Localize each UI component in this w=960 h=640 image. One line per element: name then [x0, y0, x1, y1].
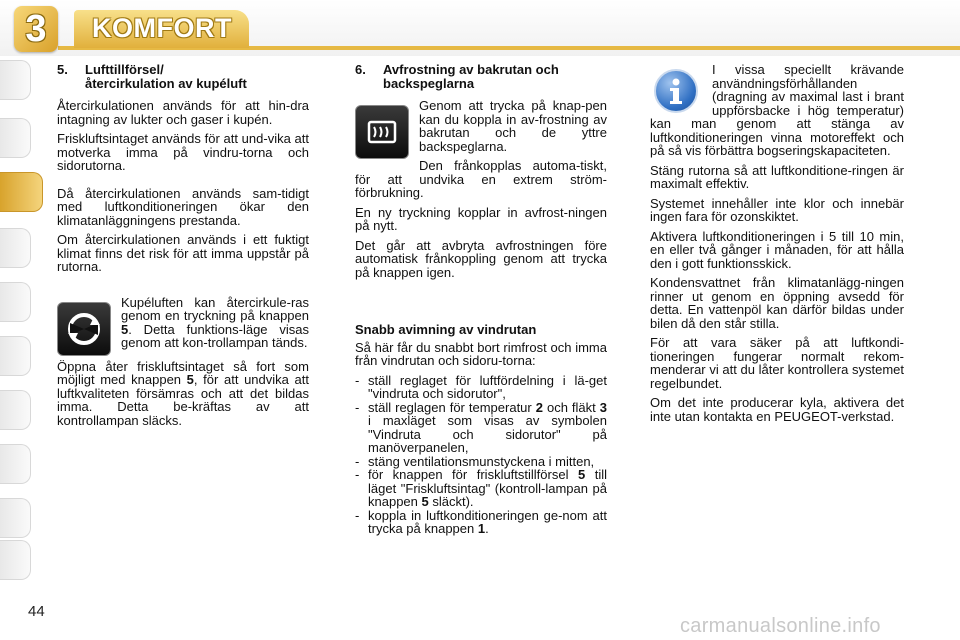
rear-defrost-icon [355, 105, 409, 159]
list-item [355, 455, 607, 469]
button-ref: 5 [121, 321, 129, 337]
side-tab-1[interactable] [0, 60, 31, 100]
paragraph: Aktivera luftkonditioneringen i 5 till 10 min, en eller två gånger i månaden, för att hålla den i gott funktionsskick. [650, 228, 904, 271]
paragraph: Då återcirkulationen används sam-tidigt med luftkonditioneringen ökar den klimatanläggningens prestanda. [57, 185, 309, 228]
side-tab-4[interactable] [0, 228, 31, 268]
section-5-heading [57, 63, 309, 91]
paragraph: Genom att trycka på knap-pen kan du koppla in av-frostning av bakrutan och de yttre backspeglarna. [419, 98, 607, 154]
button-ref: 5 [421, 494, 429, 509]
text: Kupéluften kan återcirkule-ras genom en tryckning på knappen [121, 294, 309, 323]
paragraph: En ny tryckning kopplar in avfrost-ningen på nytt. [355, 204, 607, 233]
section-title-line-2: backspeglarna [383, 76, 475, 91]
paragraph: Så här får du snabbt bort rimfrost och imma från vindrutan och sidoru-torna: [355, 339, 607, 368]
paragraph: Kondensvattnet från klimatanlägg-ningen rinner ut genom en öppning avsedd för detta. En vattenpöl kan därför bildas under bilen då den står stilla. [650, 275, 904, 331]
paragraph: Det går att avbryta avfrostningen före automatisk frånkoppling genom att trycka på knappen igen. [355, 237, 607, 280]
list-item [355, 509, 607, 536]
button-ref: 2 [535, 399, 543, 415]
section-6-heading [355, 63, 607, 91]
page-number: 44 [28, 603, 45, 620]
text: . Detta funktions-läge visas genom att kon-trollampan tänds. [121, 321, 309, 350]
button-ref: 5 [186, 372, 194, 387]
paragraph: Stäng rutorna så att luftkonditione-ringen är maximalt effektiv. [650, 162, 904, 191]
side-tab-3-active[interactable] [0, 172, 43, 212]
paragraph: I vissa speciellt krävande användningsförhållanden (dragning av maximal last i brant uppförsbacke i hög temperatur) kan man genom att stänga av luftkonditioneringen vinna motoreffekt och på så vis förbättra bogseringskapaciteten. [650, 62, 904, 158]
side-tab-9[interactable] [0, 498, 31, 538]
side-tab-6[interactable] [0, 336, 31, 376]
button-ref: 5 [577, 467, 586, 482]
side-tab-8[interactable] [0, 444, 31, 484]
watermark: carmanualsonline.info [680, 615, 881, 637]
side-tab-7[interactable] [0, 390, 31, 430]
recirculation-block [57, 296, 309, 350]
side-tab-5[interactable] [0, 282, 31, 322]
text: Öppna åter friskluftsintaget så fort som möjligt med knappen [57, 358, 309, 387]
side-chapter-tabs [0, 60, 44, 580]
paragraph: Friskluftsintaget används för att und-vika att motverka imma på vindru-torna och sidorutorna. [57, 131, 309, 173]
text: släckt). [428, 494, 474, 509]
text: stäng ventilationsmunstyckena i mitten, [368, 453, 595, 469]
list-item [355, 468, 607, 509]
paragraph [57, 360, 309, 428]
side-tab-2[interactable] [0, 118, 31, 158]
column-1 [57, 63, 309, 433]
text: koppla in luftkonditioneringen ge-nom att trycka på knappen [368, 507, 607, 536]
text: ställ reglaget för luftfördelning i lä-get "vindruta och sidorutor", [368, 372, 607, 401]
text: , för att undvika att luftkvaliteten försämras och att det bildas imma. Detta be-kräftas av att kontrollampan släcks. [57, 372, 309, 428]
paragraph: Återcirkulationen används för att hin-dra intagning av lukter och gaser i kupén. [57, 98, 309, 127]
chapter-number: 3 [25, 8, 47, 50]
list-item [355, 374, 607, 401]
chapter-header [0, 0, 960, 60]
button-ref: 1 [477, 521, 486, 536]
text: . [485, 521, 489, 536]
text: för knappen för friskluftstillförsel [368, 467, 578, 482]
section-number: 5. [57, 62, 68, 77]
list-item [355, 401, 607, 455]
steps-list [355, 374, 607, 536]
text: och fläkt [542, 399, 600, 415]
section-title [383, 63, 559, 91]
column-3 [650, 63, 904, 429]
section-title [85, 63, 247, 91]
info-icon [654, 69, 698, 113]
text: ställ reglagen för temperatur [368, 399, 536, 415]
text: i maxläget som visas av symbolen "Vindruta och sidorutor" på manöverpanelen, [368, 413, 607, 455]
column-2 [355, 63, 607, 536]
paragraph: Om återcirkulationen används i ett fuktigt klimat finns det risk för att imma uppstår på rutorna. [57, 232, 309, 274]
button-ref: 3 [599, 399, 607, 415]
side-tab-10[interactable] [0, 540, 31, 580]
section-title-line-2: återcirkulation av kupéluft [85, 76, 247, 91]
quick-demist-section [355, 323, 607, 536]
chapter-title: KOMFORT [92, 13, 232, 43]
paragraph: För att vara säker på att luftkondi-tioneringen fungerar normalt rekom-menderar vi att du låter kontrollera systemet regelbundet. [650, 335, 904, 391]
section-number: 6. [355, 62, 366, 77]
paragraph: Systemet innehåller inte klor och innebär ingen fara för ozonskiktet. [650, 195, 904, 224]
section-title-line-1: Avfrostning av bakrutan och [383, 62, 559, 77]
text: till läget "Friskluftsintag" (kontroll-lampan på knappen [368, 467, 608, 509]
defrost-block [355, 99, 607, 200]
paragraph: Om det inte producerar kyla, aktivera det inte utan kontakta en PEUGEOT-verkstad. [650, 395, 904, 424]
paragraph: Den frånkopplas automa-tiskt, för att undvika en extrem ström-förbrukning. [355, 158, 607, 200]
chapter-badge [14, 6, 58, 52]
recirculation-icon [57, 302, 111, 356]
section-title-line-1: Lufttillförsel/ [85, 62, 164, 77]
subsection-title: Snabb avimning av vindrutan [355, 322, 537, 337]
